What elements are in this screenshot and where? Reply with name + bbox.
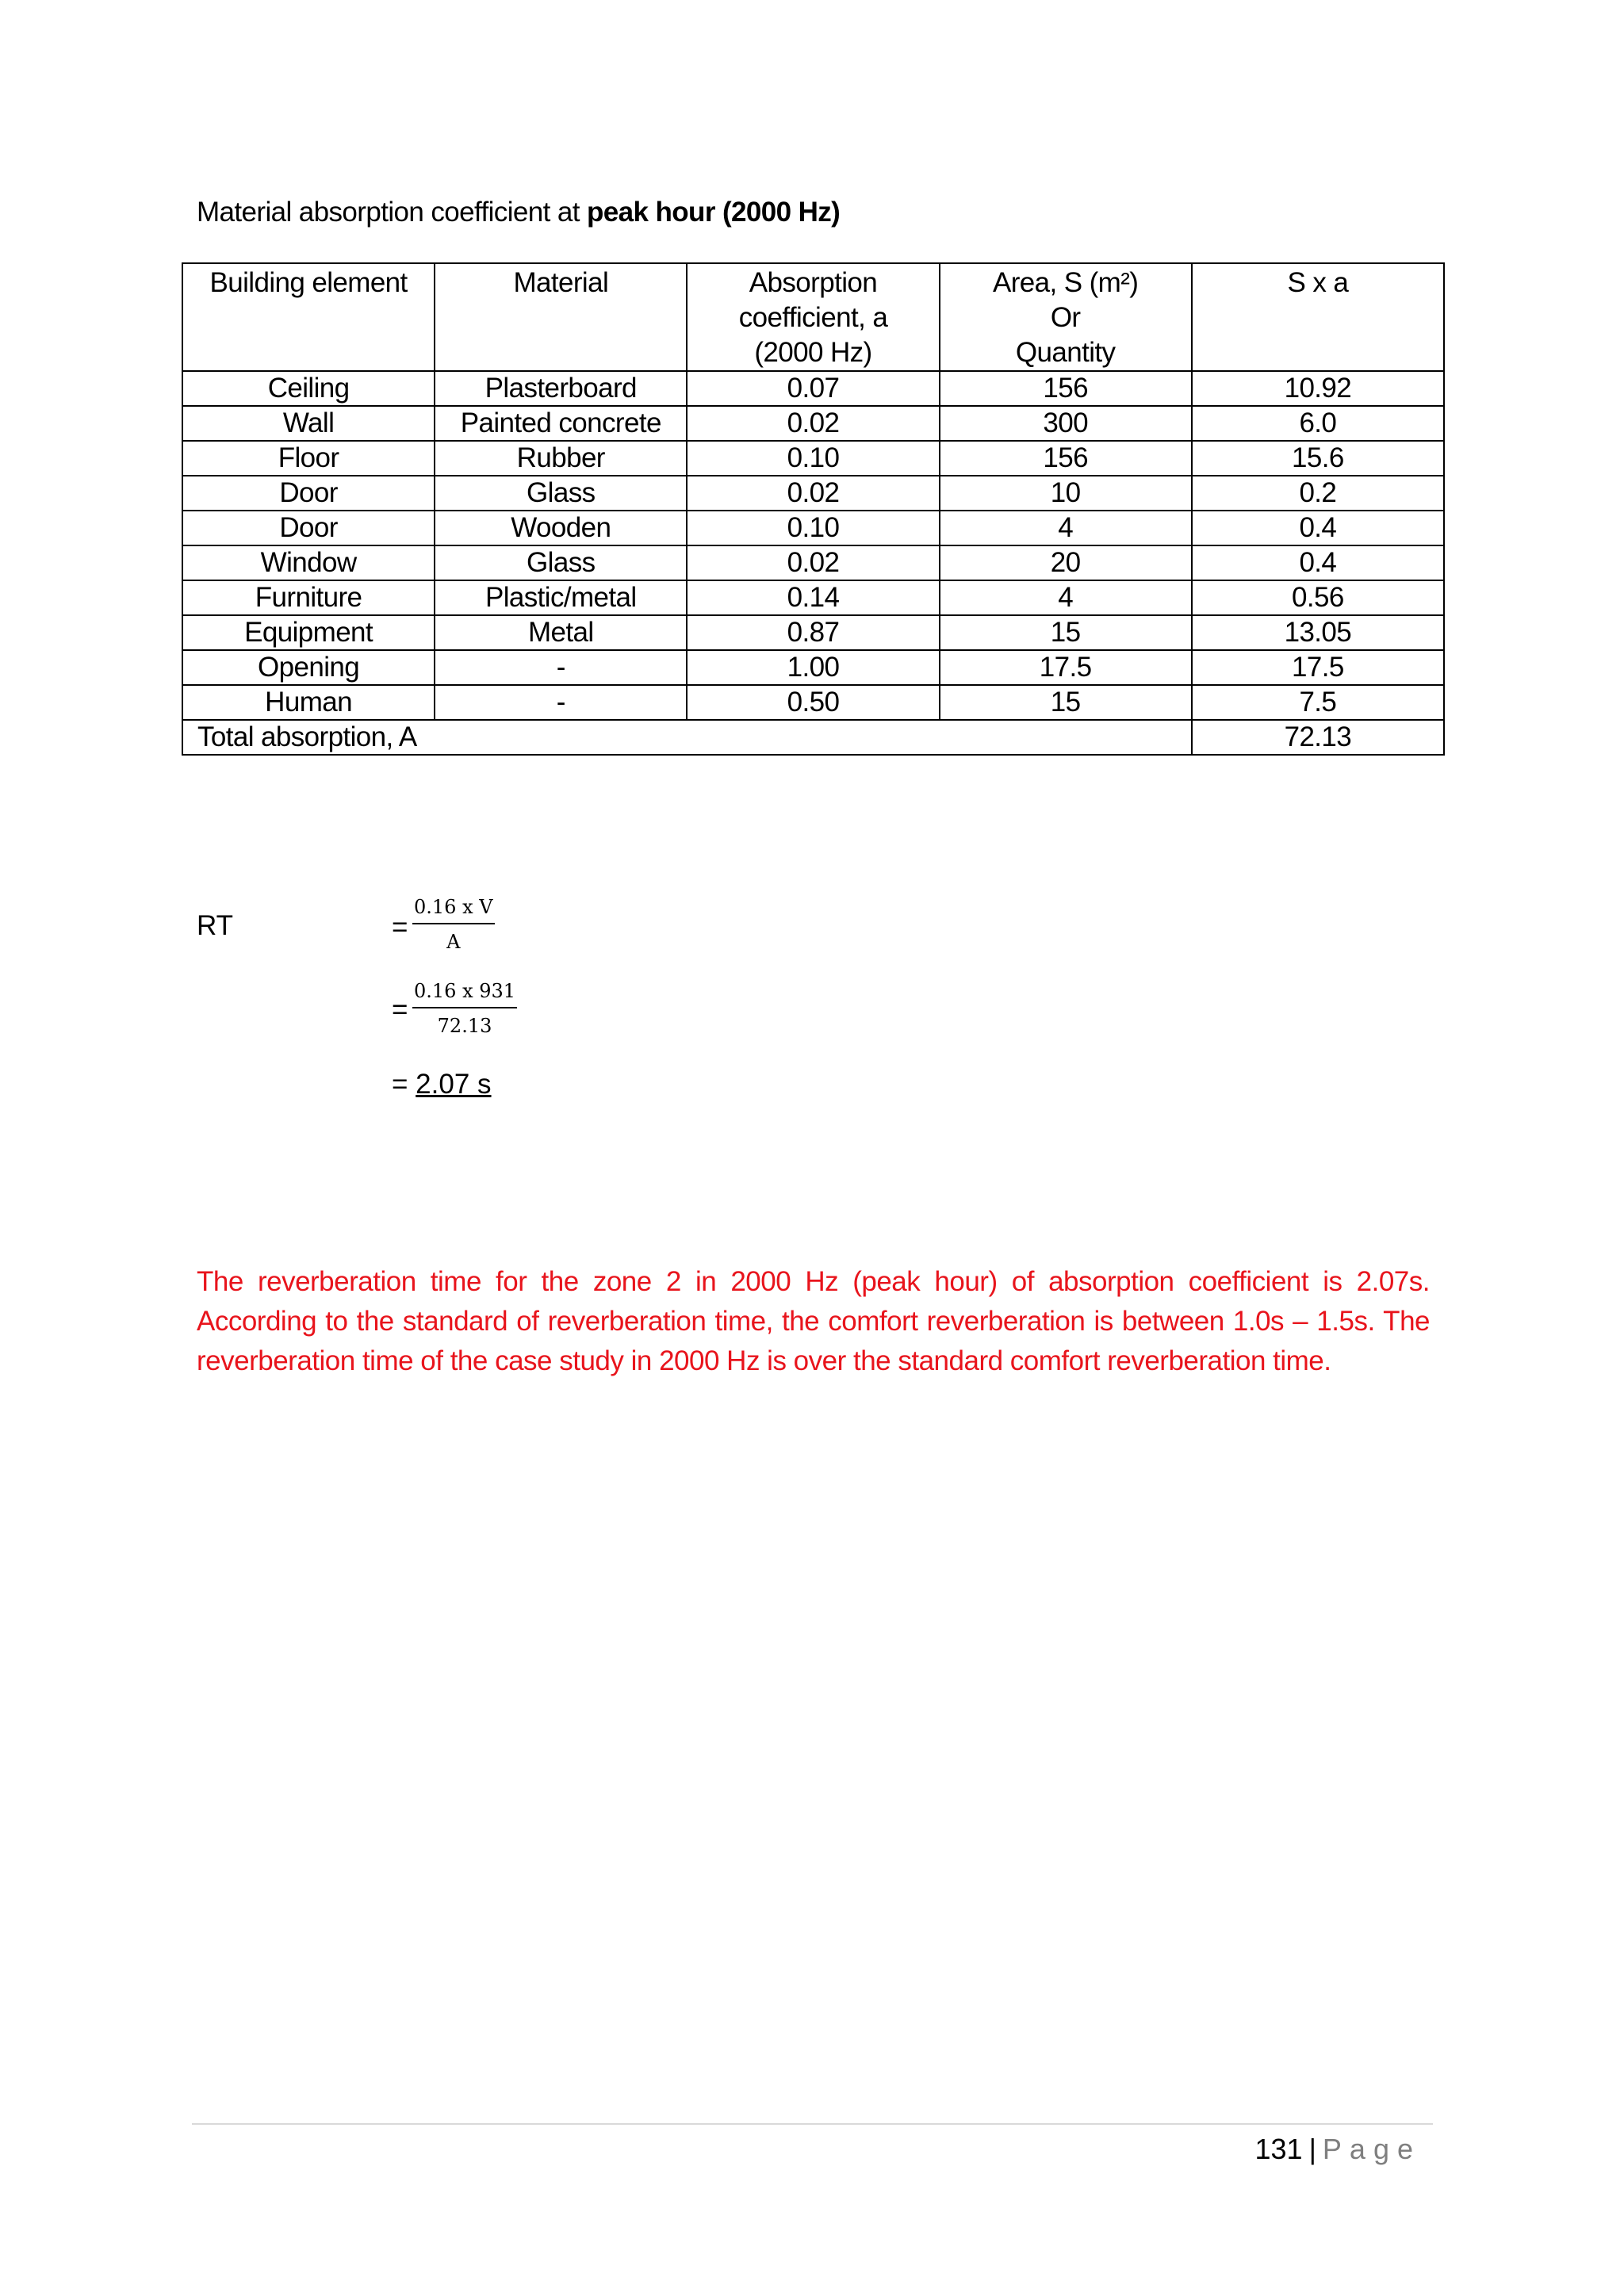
- cell-area: 4: [940, 511, 1192, 545]
- table-row: [182, 371, 1444, 406]
- fraction-step2: [412, 980, 517, 1037]
- table-row: [182, 476, 1444, 511]
- cell-sxa: 13.05: [1192, 615, 1444, 650]
- cell-building-element: Wall: [182, 406, 435, 441]
- cell-area: 156: [940, 371, 1192, 406]
- absorption-table: [182, 262, 1445, 756]
- cell-area: 17.5: [940, 650, 1192, 685]
- cell-sxa: 15.6: [1192, 441, 1444, 476]
- cell-area: 10: [940, 476, 1192, 511]
- cell-building-element: Floor: [182, 441, 435, 476]
- cell-area: 300: [940, 406, 1192, 441]
- cell-building-element: Opening: [182, 650, 435, 685]
- cell-absorption-coefficient: 1.00: [687, 650, 939, 685]
- page-number: 131: [1254, 2133, 1303, 2165]
- cell-area: 4: [940, 580, 1192, 615]
- result-prefix: =: [392, 1069, 416, 1100]
- rt-label: RT: [197, 910, 234, 941]
- equals-sign-2: =: [392, 994, 408, 1025]
- cell-material: Plasterboard: [435, 371, 687, 406]
- table-row: [182, 685, 1444, 720]
- table-row: [182, 406, 1444, 441]
- header-sxa: S x a: [1192, 263, 1444, 371]
- fraction-step2-denominator: 72.13: [437, 1015, 492, 1037]
- result-value: 2.07 s: [416, 1069, 492, 1100]
- cell-area: 15: [940, 685, 1192, 720]
- cell-material: Plastic/metal: [435, 580, 687, 615]
- cell-area: 156: [940, 441, 1192, 476]
- table-row: [182, 615, 1444, 650]
- cell-sxa: 0.4: [1192, 511, 1444, 545]
- page-word: Page: [1322, 2133, 1421, 2165]
- formula-result: [392, 1069, 492, 1100]
- table-row: [182, 650, 1444, 685]
- cell-absorption-coefficient: 0.02: [687, 406, 939, 441]
- cell-absorption-coefficient: 0.07: [687, 371, 939, 406]
- header-absorption-line2: coefficient, a: [738, 302, 888, 333]
- total-label: Total absorption, A: [182, 720, 1192, 755]
- cell-absorption-coefficient: 0.10: [687, 511, 939, 545]
- fraction-step1: [412, 896, 495, 953]
- cell-building-element: Ceiling: [182, 371, 435, 406]
- header-material: Material: [435, 263, 687, 371]
- cell-building-element: Door: [182, 476, 435, 511]
- table-row: [182, 441, 1444, 476]
- cell-building-element: Equipment: [182, 615, 435, 650]
- heading-prefix: Material absorption coefficient at: [197, 197, 587, 228]
- header-absorption-line1: Absorption: [749, 267, 878, 298]
- cell-sxa: 0.4: [1192, 545, 1444, 580]
- header-area-line2: Or: [1050, 302, 1081, 333]
- cell-sxa: 6.0: [1192, 406, 1444, 441]
- header-area-line1: Area, S (m²): [992, 267, 1139, 298]
- cell-material: -: [435, 685, 687, 720]
- section-heading: [197, 197, 840, 228]
- table-header-row: [182, 263, 1444, 371]
- table-row: [182, 545, 1444, 580]
- equals-sign-1: =: [392, 912, 408, 943]
- cell-material: Glass: [435, 545, 687, 580]
- cell-absorption-coefficient: 0.14: [687, 580, 939, 615]
- total-value: 72.13: [1192, 720, 1444, 755]
- total-row: [182, 720, 1444, 755]
- cell-material: Glass: [435, 476, 687, 511]
- page-separator: |: [1308, 2133, 1316, 2165]
- cell-building-element: Furniture: [182, 580, 435, 615]
- cell-material: Rubber: [435, 441, 687, 476]
- cell-absorption-coefficient: 0.50: [687, 685, 939, 720]
- table-row: [182, 580, 1444, 615]
- cell-area: 15: [940, 615, 1192, 650]
- fraction-step1-denominator: A: [446, 931, 461, 953]
- cell-absorption-coefficient: 0.02: [687, 545, 939, 580]
- fraction-step2-numerator: 0.16 x 931: [412, 980, 517, 1008]
- cell-sxa: 17.5: [1192, 650, 1444, 685]
- fraction-step1-numerator: 0.16 x V: [412, 896, 495, 924]
- cell-building-element: Door: [182, 511, 435, 545]
- cell-material: Wooden: [435, 511, 687, 545]
- cell-material: Metal: [435, 615, 687, 650]
- cell-absorption-coefficient: 0.02: [687, 476, 939, 511]
- table-row: [182, 511, 1444, 545]
- cell-material: -: [435, 650, 687, 685]
- header-area: [940, 263, 1192, 371]
- cell-sxa: 10.92: [1192, 371, 1444, 406]
- cell-sxa: 0.2: [1192, 476, 1444, 511]
- header-absorption-line3: (2000 Hz): [754, 337, 872, 368]
- cell-area: 20: [940, 545, 1192, 580]
- footer-divider: [192, 2123, 1433, 2125]
- cell-sxa: 0.56: [1192, 580, 1444, 615]
- conclusion-paragraph: The reverberation time for the zone 2 in 2000 Hz (peak hour) of absorption coefficient is 2.07s. According to the standard of reverberation time, the comfort reverberation is between 1.0s – 1.5s. The reverberation time of the case study in 2000 Hz is over the standard comfort reverberation time.: [197, 1266, 1430, 1376]
- header-building-element: Building element: [182, 263, 435, 371]
- page-footer: [1254, 2133, 1421, 2166]
- cell-material: Painted concrete: [435, 406, 687, 441]
- header-area-line3: Quantity: [1015, 337, 1116, 368]
- cell-building-element: Human: [182, 685, 435, 720]
- cell-absorption-coefficient: 0.87: [687, 615, 939, 650]
- header-absorption: [687, 263, 939, 371]
- cell-building-element: Window: [182, 545, 435, 580]
- cell-absorption-coefficient: 0.10: [687, 441, 939, 476]
- cell-sxa: 7.5: [1192, 685, 1444, 720]
- heading-bold: peak hour (2000 Hz): [586, 197, 841, 228]
